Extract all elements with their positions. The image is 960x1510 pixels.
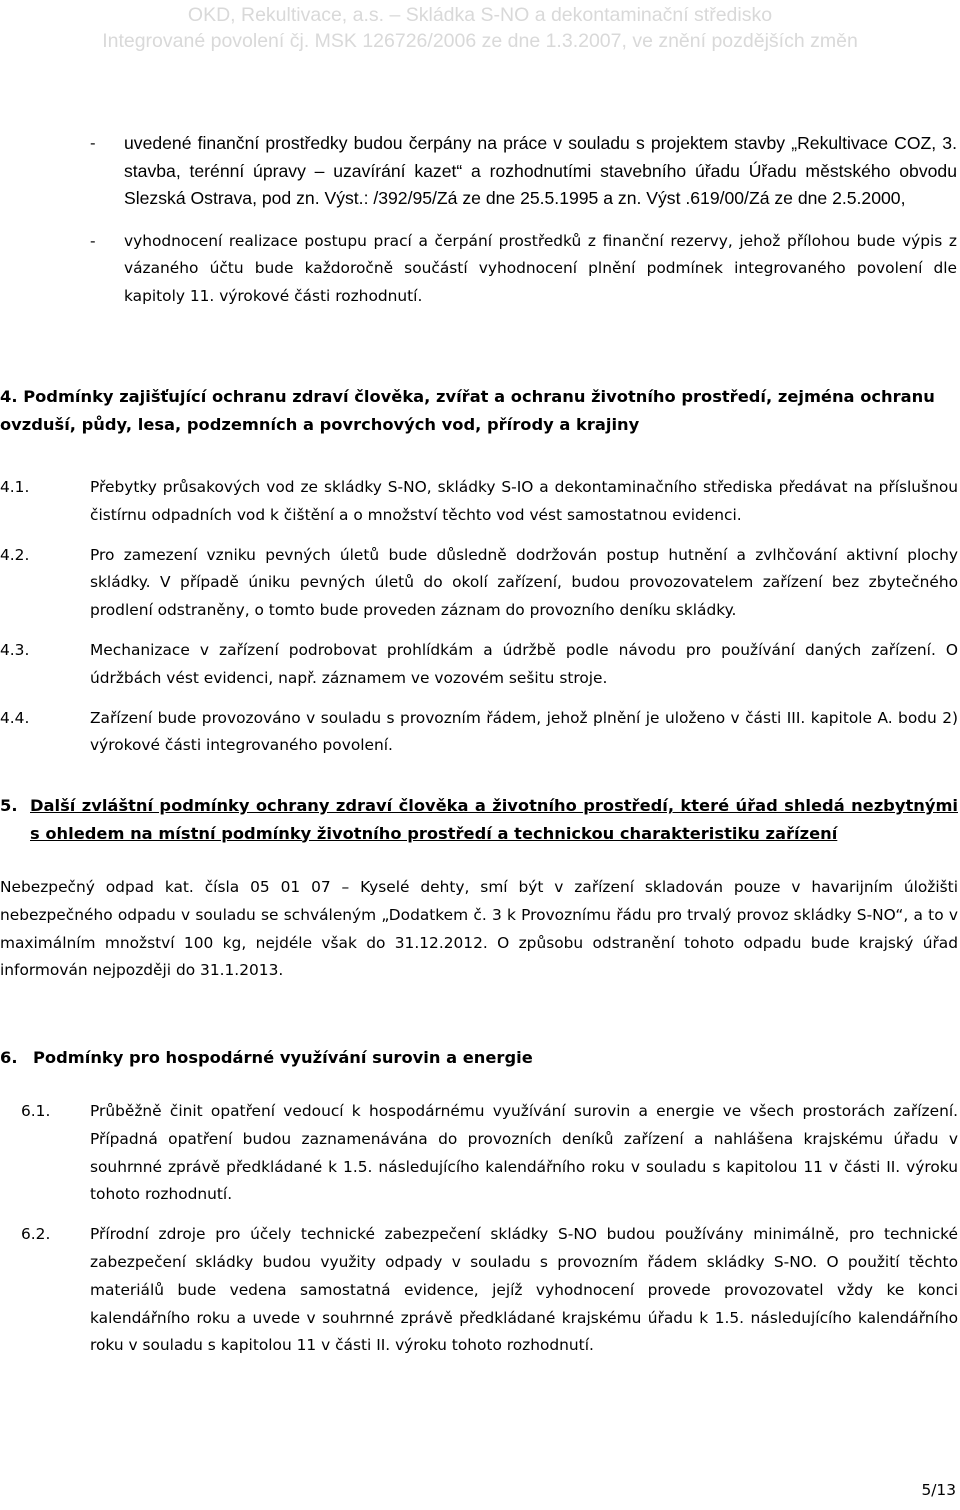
item-number: 4.4.	[0, 708, 30, 727]
section-6-title: Podmínky pro hospodárné využívání surovin a energie	[33, 1048, 533, 1067]
section-6-heading	[0, 1044, 960, 1072]
item-text: Přírodní zdroje pro účely technické zabezpečení skládky S-NO budou používány minimálně, pro technické zabezpečení skládky budou využity odpady v souladu s provozním řádem skládky S-NO. O použití těchto materiálů bude vedena samostatná evidence, jejíž vyhodnocení provede provozovatel vždy ke konci kalendářního roku a uvede v souhrnné zprávě předkládané krajskému úřadu k 1.5. následujícího kalendářního roku v souladu s kapitolou 11 v části II. výroku tohoto rozhodnutí.	[90, 1225, 958, 1355]
bullet-item	[0, 228, 960, 311]
item-number: 4.1.	[0, 478, 30, 496]
list-item	[0, 637, 960, 693]
item-number: 4.3.	[0, 640, 30, 659]
section-4-number: 4.	[0, 387, 18, 406]
section-6-number: 6.	[0, 1048, 18, 1067]
item-text: Zařízení bude provozováno v souladu s provozním řádem, jehož plnění je uloženo v části III. kapitole A. bodu 2) výrokové části integrovaného povolení.	[90, 708, 958, 755]
section-6-items	[0, 1098, 960, 1360]
section-4-heading	[0, 383, 960, 438]
bullet-item	[0, 130, 960, 213]
item-text: Pro zamezení vzniku pevných úletů bude důsledně dodržován postup hutnění a zvlhčování aktivní plochy skládky. V případě úniku pevných úletů do okolí zařízení, budou provozovatelem zařízení bez zbytečného prodlení odstraněny, o tomto bude proveden záznam do provozního deníku skládky.	[90, 545, 958, 620]
bullet-text: uvedené finanční prostředky budou čerpány na práce v souladu s projektem stavby „Rekultivace COZ, 3. stavba, terénní úpravy – uzavírání kazet“ a rozhodnutími stavebního úřadu Úřadu městského obvodu Slezská Ostrava, pod zn. Výst.: /392/95/Zá ze dne 25.5.1995 a zn. Výst .619/00/Zá ze dne 2.5.2000,	[124, 133, 957, 208]
list-item	[0, 474, 960, 530]
bullet-text: vyhodnocení realizace postupu prací a čerpání prostředků z finanční rezervy, jehož přílohou bude výpis z vázaného účtu bude každoročně součástí vyhodnocení plnění podmínek integrovaného povolení dle kapitoly 11. výrokové části rozhodnutí.	[124, 231, 957, 305]
list-item	[0, 1098, 960, 1209]
bullet-list-top	[0, 130, 960, 310]
section-4	[0, 383, 960, 438]
page-header	[0, 0, 960, 56]
section-5-paragraph: Nebezpečný odpad kat. čísla 05 01 07 – Kyselé dehty, smí být v zařízení skladován pouze v havarijním úložišti nebezpečného odpadu v souladu se schváleným „Dodatkem č. 3 k Provoznímu řádu pro trvalý provoz skládky S-NO“, a to v maximálním množství 100 kg, nejdéle však do 31.12.2012. O způsobu odstranění tohoto odpadu bude krajský úřad informován nejpozději do 31.1.2013.	[0, 878, 958, 980]
item-text: Průběžně činit opatření vedoucí k hospodárnému využívání surovin a energie ve všech prostorách zařízení. Případná opatření budou zaznamenávána do provozních deníků zařízení a nahlášena krajskému úřadu v souhrnné zprávě předkládané k 1.5. následujícího kalendářního roku v souladu s kapitolou 11 v části II. výroku tohoto rozhodnutí.	[90, 1102, 958, 1204]
section-4-title: Podmínky zajišťující ochranu zdraví člověka, zvířat a ochranu životního prostředí, zejména ochranu ovzduší, půdy, lesa, podzemních a povrchových vod, přírody a krajiny	[0, 387, 935, 434]
item-text: Mechanizace v zařízení podrobovat prohlídkám a údržbě podle návodu pro používání daných zařízení. O údržbách vést evidenci, např. záznamem ve vozovém sešitu stroje.	[90, 640, 958, 687]
section-5	[0, 792, 960, 985]
section-6	[0, 1044, 960, 1072]
list-item	[0, 705, 960, 761]
section-5-number: 5.	[0, 796, 18, 815]
item-number: 6.1.	[21, 1102, 51, 1120]
header-line-2: Integrované povolení čj. MSK 126726/2006 ze dne 1.3.2007, ve znění pozdějších změn	[102, 30, 858, 52]
list-item	[0, 542, 960, 625]
page-number: 5/13	[921, 1481, 956, 1499]
header-line-1: OKD, Rekultivace, a.s. – Skládka S-NO a dekontaminační středisko	[187, 4, 773, 26]
list-item	[0, 1221, 960, 1360]
bullet-dash: -	[90, 134, 96, 152]
section-5-heading	[0, 792, 960, 847]
bullet-dash: -	[90, 231, 96, 250]
item-number: 6.2.	[21, 1225, 51, 1244]
item-number: 4.2.	[0, 545, 30, 564]
section-5-title: Další zvláštní podmínky ochrany zdraví člověka a životního prostředí, které úřad shledá nezbytnými s ohledem na místní podmínky životního prostředí a technickou charakteristiku zařízení	[30, 796, 958, 843]
section-4-items	[0, 474, 960, 760]
item-text: Přebytky průsakových vod ze skládky S-NO, skládky S-IO a dekontaminačního střediska předávat na příslušnou čistírnu odpadních vod k čištění a o množství těchto vod vést samostatnou evidenci.	[90, 478, 958, 524]
